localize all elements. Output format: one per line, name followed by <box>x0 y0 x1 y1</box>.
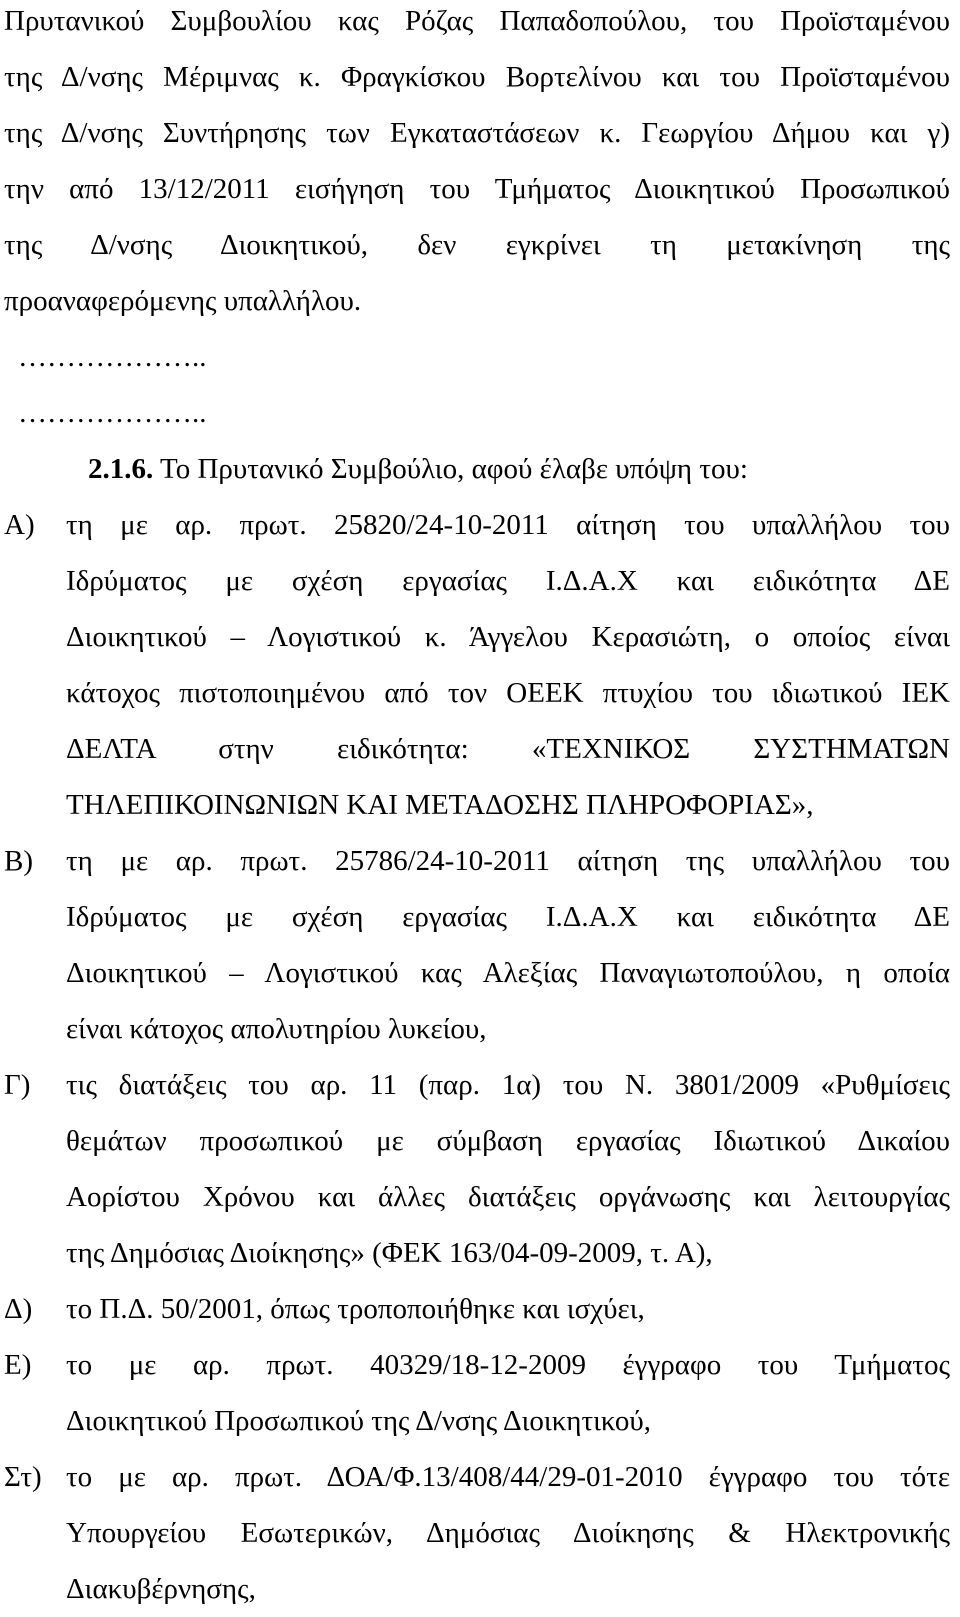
text-line: ΤΗΛΕΠΙΚΟΙΝΩΝΙΩΝ ΚΑΙ ΜΕΤΑΔΟΣΗΣ ΠΛΗΡΟΦΟΡΙΑΣ», <box>66 789 814 821</box>
list-item <box>4 1449 950 1617</box>
list-item-label: Δ) <box>4 1293 33 1325</box>
list-item-text <box>66 497 950 833</box>
text-line: Διοικητικού – Λογιστικού κ. Άγγελου Κερασιώτη, ο οποίος είναι <box>66 621 950 653</box>
text-line: Αορίστου Χρόνου και άλλες διατάξεις οργάνωσης και λειτουργίας <box>66 1181 950 1213</box>
text-line: της Δημόσιας Διοίκησης» (ΦΕΚ 163/04-09-2009, τ. Α), <box>66 1237 713 1269</box>
text-line: ΔΕΛΤΑ στην ειδικότητα: «ΤΕΧΝΙΚΟΣ ΣΥΣΤΗΜΑΤΩΝ <box>66 733 950 765</box>
list-item-text <box>66 833 950 1057</box>
list-item-text <box>66 1337 950 1449</box>
text-line: το με αρ. πρωτ. 40329/18-12-2009 έγγραφο του Τμήματος <box>66 1349 950 1381</box>
list-item <box>4 1337 950 1449</box>
list-item-label: Γ) <box>4 1069 31 1101</box>
document-page <box>4 0 950 1617</box>
text-line: Διακυβέρνησης, <box>66 1573 256 1605</box>
section-number: 2.1.6. <box>88 453 154 485</box>
section-heading <box>4 441 950 497</box>
text-line: είναι κάτοχος απολυτηρίου λυκείου, <box>66 1013 487 1045</box>
list-item <box>4 497 950 833</box>
list-item <box>4 833 950 1057</box>
text-line: τη με αρ. πρωτ. 25820/24-10-2011 αίτηση του υπαλλήλου του <box>66 509 950 541</box>
omission-dots: ……………….. <box>18 397 207 429</box>
list-item-text <box>66 1449 950 1617</box>
text-line: της Δ/νσης Συντήρησης των Εγκαταστάσεων κ. Γεωργίου Δήμου και γ) <box>4 117 950 149</box>
list-item-label: Α) <box>4 509 35 541</box>
list-item-label: Στ) <box>4 1461 42 1493</box>
list-item-text <box>66 1281 950 1337</box>
text-line: προαναφερόμενης υπαλλήλου. <box>4 285 362 317</box>
text-line: της Δ/νσης Μέριμνας κ. Φραγκίσκου Βορτελίνου και του Προϊσταμένου <box>4 61 950 93</box>
text-line: τις διατάξεις του αρ. 11 (παρ. 1α) του Ν. 3801/2009 «Ρυθμίσεις <box>66 1069 950 1101</box>
text-line: Πρυτανικού Συμβουλίου κας Ρόζας Παπαδοπούλου, του Προϊσταμένου <box>4 5 950 37</box>
text-line: Διοικητικού – Λογιστικού κας Αλεξίας Παναγιωτοπούλου, η οποία <box>66 957 950 989</box>
list-item-label: Ε) <box>4 1349 32 1381</box>
text-line: Ιδρύματος με σχέση εργασίας Ι.Δ.Α.Χ και ειδικότητα ΔΕ <box>66 565 950 597</box>
text-line: της Δ/νσης Διοικητικού, δεν εγκρίνει τη μετακίνηση της <box>4 229 950 261</box>
section-title: Το Πρυτανικό Συμβούλιο, αφού έλαβε υπόψη του: <box>153 453 748 485</box>
list-item-label: Β) <box>4 845 33 877</box>
text-line: Υπουργείου Εσωτερικών, Δημόσιας Διοίκησης & Ηλεκτρονικής <box>66 1517 950 1549</box>
list-item-text <box>66 1057 950 1281</box>
list-item <box>4 1057 950 1281</box>
intro-paragraph <box>4 0 950 329</box>
text-line: Διοικητικού Προσωπικού της Δ/νσης Διοικητικού, <box>66 1405 652 1437</box>
text-line: το με αρ. πρωτ. ΔΟΑ/Φ.13/408/44/29-01-2010 έγγραφο του τότε <box>66 1461 950 1493</box>
omission-dots: ……………….. <box>18 341 207 373</box>
text-line: τη με αρ. πρωτ. 25786/24-10-2011 αίτηση της υπαλλήλου του <box>66 845 950 877</box>
text-line: το Π.Δ. 50/2001, όπως τροποποιήθηκε και ισχύει, <box>66 1293 645 1325</box>
text-line: Ιδρύματος με σχέση εργασίας Ι.Δ.Α.Χ και ειδικότητα ΔΕ <box>66 901 950 933</box>
text-line: κάτοχος πιστοποιημένου από τον ΟΕΕΚ πτυχίου του ιδιωτικού ΙΕΚ <box>66 677 950 709</box>
list-item <box>4 1281 950 1337</box>
text-line: την από 13/12/2011 εισήγηση του Τμήματος Διοικητικού Προσωπικού <box>4 173 950 205</box>
text-line: θεμάτων προσωπικού με σύμβαση εργασίας Ιδιωτικού Δικαίου <box>66 1125 950 1157</box>
